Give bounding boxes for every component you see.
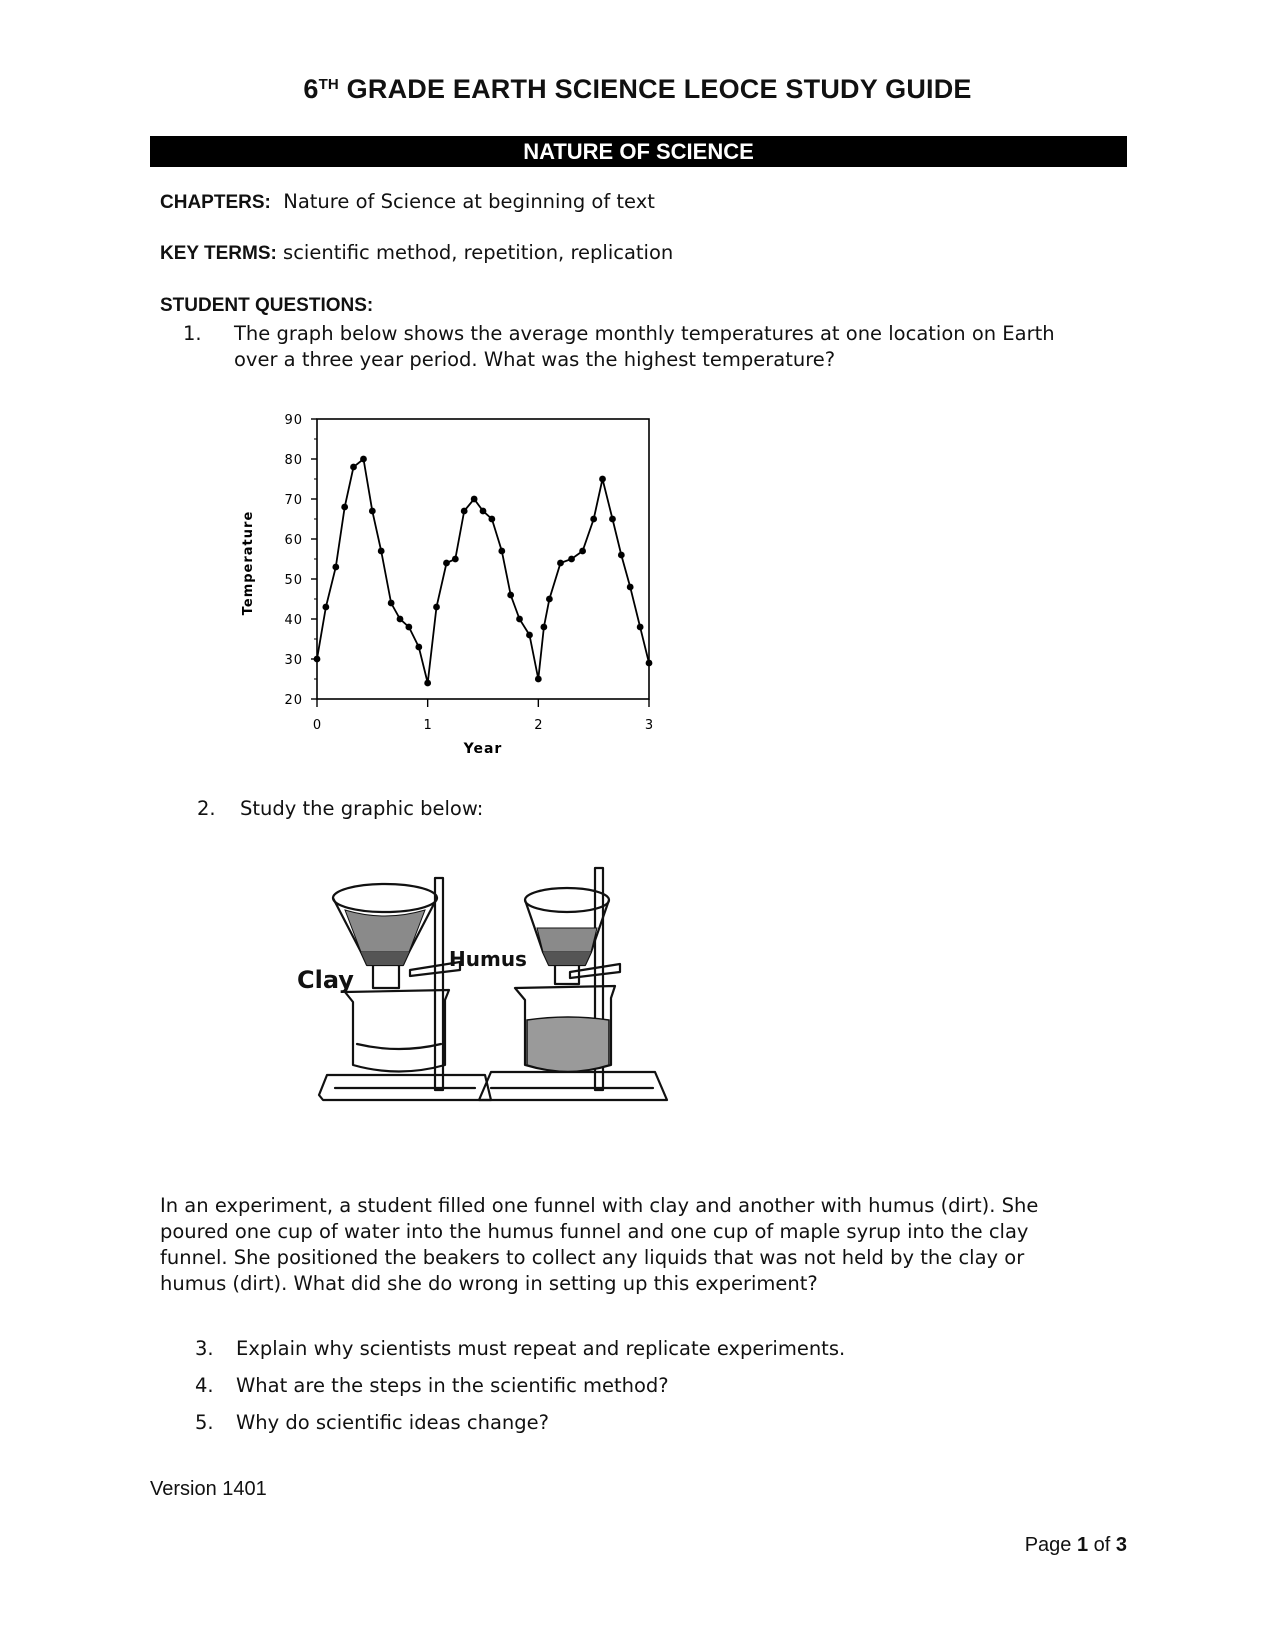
- funnel-rim: [333, 884, 437, 912]
- page-current: 1: [1076, 1534, 1089, 1556]
- funnel-rim: [525, 888, 609, 912]
- data-point: [378, 548, 385, 555]
- humus-soil-bottom: [543, 952, 591, 965]
- data-point: [579, 548, 586, 555]
- data-point: [646, 660, 653, 667]
- data-point: [540, 624, 547, 631]
- question-text: What are the steps in the scientific method?: [236, 1374, 669, 1397]
- data-point: [526, 632, 533, 639]
- y-tick-label: 20: [284, 693, 303, 708]
- title-superscript: TH: [318, 76, 339, 93]
- beaker: [345, 990, 449, 1072]
- question-number: 1.: [183, 322, 202, 345]
- data-point: [535, 676, 542, 683]
- collected-water: [527, 1017, 609, 1072]
- data-point: [599, 476, 606, 483]
- data-point: [609, 516, 616, 523]
- title-number: 6: [303, 74, 319, 104]
- data-point: [433, 604, 440, 611]
- data-point: [314, 656, 321, 663]
- question-number: 2.: [197, 797, 216, 820]
- data-point: [590, 516, 597, 523]
- data-point: [350, 464, 357, 471]
- data-point: [397, 616, 404, 623]
- series-line: [317, 459, 649, 683]
- data-point: [341, 504, 348, 511]
- paragraph-line: funnel. She positioned the beakers to collect any liquids that was not held by the clay or: [160, 1246, 1025, 1269]
- chapters-value: Nature of Science at beginning of text: [283, 190, 655, 213]
- data-point: [322, 604, 329, 611]
- y-tick-label: 60: [284, 533, 303, 548]
- paragraph-line: In an experiment, a student filled one funnel with clay and another with humus (dirt). She: [160, 1194, 1039, 1217]
- data-point: [452, 556, 459, 563]
- page-title: [0, 74, 1275, 105]
- version-label: Version 1401: [150, 1478, 267, 1500]
- clay-label: Clay: [297, 966, 354, 994]
- experiment-paragraph: [160, 1193, 1090, 1297]
- key-terms-value: scientific method, repetition, replication: [283, 241, 674, 264]
- data-point: [332, 564, 339, 571]
- chapters-line: [160, 190, 655, 214]
- x-tick-label: 0: [312, 718, 322, 733]
- question-text: Explain why scientists must repeat and replicate experiments.: [236, 1337, 846, 1360]
- y-axis-label: Temperature: [241, 510, 256, 616]
- funnel-stem: [555, 965, 579, 984]
- page-number: [1025, 1534, 1127, 1557]
- question-5: [195, 1411, 549, 1434]
- x-axis-label: Year: [463, 741, 503, 757]
- data-point: [488, 516, 495, 523]
- key-terms-line: [160, 241, 673, 265]
- data-point: [480, 508, 487, 515]
- data-point: [471, 496, 478, 503]
- data-point: [498, 548, 505, 555]
- question-3: [195, 1337, 845, 1360]
- question-1: [183, 321, 1113, 373]
- question-2: [197, 797, 483, 820]
- student-questions-label: STUDENT QUESTIONS:: [160, 295, 374, 316]
- page-of: of: [1088, 1534, 1116, 1556]
- data-point: [360, 456, 367, 463]
- page-prefix: Page: [1024, 1534, 1077, 1556]
- data-point: [637, 624, 644, 631]
- page-total: 3: [1115, 1534, 1127, 1556]
- paragraph-line: poured one cup of water into the humus funnel and one cup of maple syrup into the clay: [160, 1220, 1029, 1243]
- funnel-stem: [373, 965, 399, 988]
- y-tick-label: 90: [284, 413, 303, 428]
- y-tick-label: 80: [284, 453, 303, 468]
- x-tick-label: 1: [423, 718, 432, 733]
- y-tick-label: 30: [284, 653, 303, 668]
- data-point: [415, 644, 422, 651]
- y-tick-label: 50: [284, 573, 303, 588]
- question-text-line-1: The graph below shows the average monthly temperatures at one location on Earth: [234, 322, 1055, 345]
- x-tick-label: 2: [534, 718, 543, 733]
- humus-label: Humus: [449, 947, 527, 971]
- y-tick-label: 70: [284, 493, 303, 508]
- clay-soil-bottom: [361, 952, 409, 965]
- data-point: [546, 596, 553, 603]
- temperature-chart: [235, 400, 665, 770]
- section-heading: NATURE OF SCIENCE: [150, 136, 1127, 167]
- data-point: [507, 592, 514, 599]
- data-point: [618, 552, 625, 559]
- y-tick-label: 40: [284, 613, 303, 628]
- data-point: [461, 508, 468, 515]
- stand-base: [479, 1072, 667, 1100]
- x-tick-label: 3: [644, 718, 654, 733]
- funnel-experiment-figure: [297, 860, 695, 1135]
- question-number: 3.: [195, 1337, 214, 1360]
- humus-soil: [537, 928, 597, 952]
- plot-frame: [317, 419, 649, 699]
- question-number: 5.: [195, 1411, 214, 1434]
- key-terms-label: KEY TERMS:: [160, 243, 277, 264]
- question-number: 4.: [195, 1374, 214, 1397]
- paragraph-line: humus (dirt). What did she do wrong in setting up this experiment?: [160, 1272, 818, 1295]
- stand-rod: [435, 878, 443, 1090]
- data-point: [516, 616, 523, 623]
- data-point: [388, 600, 395, 607]
- data-point: [557, 560, 564, 567]
- chapters-label: CHAPTERS:: [160, 192, 271, 213]
- question-text: Study the graphic below:: [240, 797, 484, 820]
- data-point: [627, 584, 634, 591]
- data-point: [369, 508, 376, 515]
- data-point: [405, 624, 412, 631]
- data-point: [443, 560, 450, 567]
- data-point: [568, 556, 575, 563]
- title-text: GRADE EARTH SCIENCE LEOCE STUDY GUIDE: [338, 74, 972, 104]
- question-4: [195, 1374, 669, 1397]
- question-text-line-2: over a three year period. What was the highest temperature?: [234, 348, 836, 371]
- question-text: Why do scientific ideas change?: [236, 1411, 550, 1434]
- data-point: [424, 680, 431, 687]
